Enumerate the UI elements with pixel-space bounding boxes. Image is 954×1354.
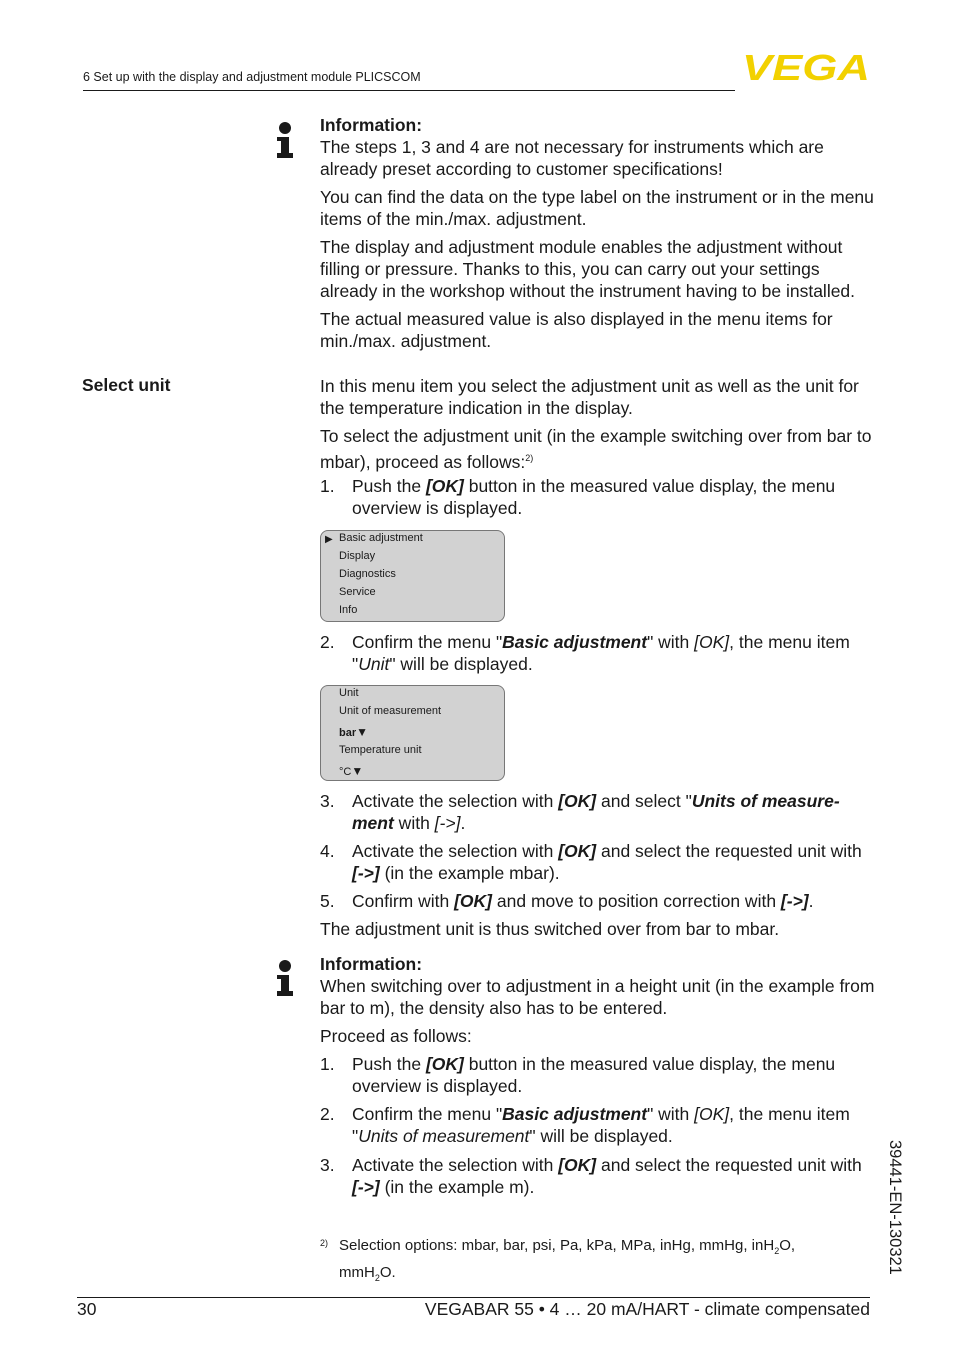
step-number: 1. [320, 1054, 335, 1074]
step-number: 4. [320, 841, 335, 861]
product-name: VEGABAR 55 • 4 … 20 mA/HART - climate compensated [424, 1299, 870, 1319]
procedure-intro [320, 425, 876, 473]
step-item [320, 890, 876, 912]
info-title: Information: [320, 954, 423, 974]
step-number: 2. [320, 632, 335, 652]
vega-logo [742, 52, 872, 82]
info-paragraph: The actual measured value is also displayed in the menu items for min./max. adjustment. [320, 309, 833, 351]
footnote-ref: 2) [525, 453, 534, 463]
info-title: Information: [320, 115, 423, 135]
step-number: 3. [320, 791, 335, 811]
step-item [320, 790, 876, 834]
lcd-line: Info [339, 604, 358, 616]
info-paragraph: The steps 1, 3 and 4 are not necessary for instruments which are already preset according to customer specifications! [320, 137, 824, 179]
step-text: Activate the selection with [OK] and select the requested unit with [->] (in the example mbar). [352, 841, 862, 883]
step-number: 5. [320, 891, 335, 911]
step-text: Push the [OK] button in the measured value display, the menu overview is displayed. [352, 476, 836, 518]
lcd-line: Diagnostics [339, 568, 396, 580]
procedure-intro-text: To select the adjustment unit (in the example switching over from bar to mbar), proceed as follows: [320, 426, 872, 472]
footnote-text: Selection options: mbar, bar, psi, Pa, kPa, MPa, inHg, mmHg, inH$_2$O, mmH$_2$O. [339, 1237, 796, 1283]
lcd-line: Display [339, 550, 376, 562]
step-item [320, 475, 876, 519]
chapter-header: 6 Set up with the display and adjustment module PLICSCOM [83, 70, 421, 84]
header-rule [83, 90, 735, 91]
document-number: 39441-EN-130321 [886, 1140, 904, 1275]
pointer-icon: ▶ [325, 534, 333, 545]
dropdown-arrow-icon: ▼ [356, 725, 369, 739]
info-paragraph: The display and adjustment module enables the adjustment without filling or pressure. Thanks to this, you can carry out your settings already in the workshop without the instrument having to be installed. [320, 237, 856, 301]
result-text: The adjustment unit is thus switched over from bar to mbar. [320, 919, 780, 939]
step-text: Activate the selection with [OK] and select the requested unit with [->] (in the example m). [352, 1155, 862, 1197]
logo-text: VEGA [742, 52, 870, 82]
step-text: Push the [OK] button in the measured value display, the menu overview is displayed. [352, 1054, 836, 1096]
footer-rule [77, 1297, 870, 1298]
lcd-line: Unit [339, 687, 359, 699]
info-icon [276, 960, 294, 1000]
lcd-value: bar▼ [339, 725, 369, 739]
section-label: Select unit [82, 375, 171, 395]
step-number: 2. [320, 1104, 335, 1124]
info-proceed: Proceed as follows: [320, 1026, 472, 1046]
step-item [320, 1154, 876, 1198]
step-text: Activate the selection with [OK] and select "Units of measure-ment with [->]. [352, 791, 840, 833]
lcd-line: Basic adjustment [339, 532, 423, 544]
step-item [320, 1053, 876, 1097]
lcd-unit-display [320, 685, 505, 781]
step-item [320, 1103, 876, 1147]
step-number: 3. [320, 1155, 335, 1175]
step-text: Confirm the menu "Basic adjustment" with [OK], the menu item "Unit" will be displayed. [352, 632, 850, 674]
section-intro: In this menu item you select the adjustment unit as well as the unit for the temperature indication in the display. [320, 376, 859, 418]
step-text: Confirm the menu "Basic adjustment" with [OK], the menu item "Units of measurement" will be displayed. [352, 1104, 850, 1146]
lcd-menu-display [320, 530, 505, 622]
page-number: 30 [77, 1299, 97, 1319]
step-number: 1. [320, 476, 335, 496]
dropdown-arrow-icon: ▼ [351, 764, 364, 778]
lcd-line: Unit of measurement [339, 705, 442, 717]
lcd-line: Service [339, 586, 376, 598]
info-paragraph: When switching over to adjustment in a height unit (in the example from bar to m), the density also has to be entered. [320, 976, 875, 1018]
lcd-value: °C▼ [339, 764, 364, 778]
step-item [320, 840, 876, 884]
info-icon [276, 122, 294, 162]
footnote-marker: 2) [320, 1238, 329, 1248]
step-text: Confirm with [OK] and move to position correction with [->]. [352, 891, 814, 911]
step-item [320, 631, 876, 675]
info-paragraph: You can find the data on the type label on the instrument or in the menu items of the min./max. adjustment. [320, 187, 874, 229]
lcd-line: Temperature unit [339, 744, 422, 756]
